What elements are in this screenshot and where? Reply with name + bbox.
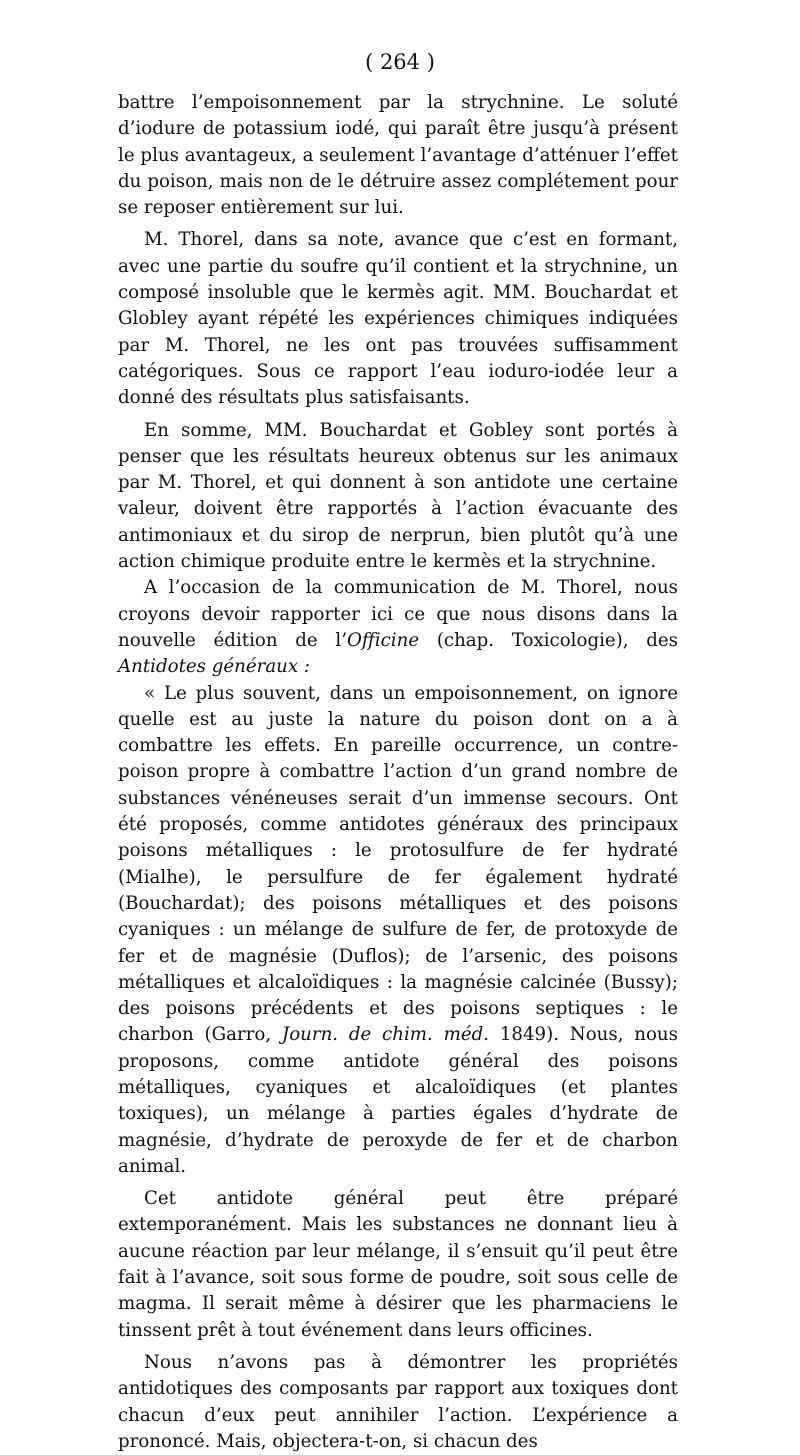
paragraph-4	[118, 575, 678, 680]
paragraph-3: En somme, MM. Bouchardat et Gobley sont portés à penser que les résultats heureux obtenus sur les animaux par M. Thorel, et qui donnent à son antidote une certaine valeur, doivent être rapportés à l’action évacuante des antimoniaux et du sirop de nerprun, bien plutôt qu’à une action chimique produite entre le kermès et la strychnine.	[118, 419, 678, 573]
paragraph-2: M. Thorel, dans sa note, avance que c’est en formant, avec une partie du soufre qu’il contient et la strychnine, un composé insoluble que le kermès agit. MM. Bouchardat et Globley ayant répété les expériences chimiques indiquées par M. Thorel, ne les ont pas trouvées suffisamment catégoriques. Sous ce rapport l’eau ioduro-iodée leur a donné des résultats plus satisfaisants.	[118, 229, 678, 409]
paragraph-7: Nous n’avons pas à démontrer les propriétés antidotiques des composants par rapport aux toxiques dont chacun d’eux peut annihiler l’action. L’expérience a prononcé. Mais, objectera-t-on, si chacun des	[118, 1351, 678, 1452]
paragraph-6: Cet antidote général peut être préparé extemporanément. Mais les substances ne donnant lieu à aucune réaction par leur mélange, il s’ensuit qu’il peut être fait à l’avance, soit sous forme de poudre, soit sous celle de magma. Il serait même à désirer que les pharmaciens le tinssent prêt à tout événement dans leurs officines.	[118, 1188, 678, 1341]
paragraph-5-text-a: « Le plus souvent, dans un empoisonnement, on ignore quelle est au juste la nature du poison dont on a à combattre les effets. En pareille occurrence, un contre-poison propre à combattre l’action d’un grand nombre de substances vénéneuses serait d’un immense secours. Ont été proposés, comme antidotes généraux des principaux poisons métalliques : le protosulfure de fer hydraté (Mialhe), le persulfure de fer également hydraté (Bouchardat); des poisons métalliques et des poisons cyaniques : un mélange de sulfure de fer, de protoxyde de fer et de magnésie (Duflos); de l’arsenic, des poisons métalliques et alcaloïdiques : la magnésie calcinée (Bussy); des poisons précédents et des poisons septiques : le charbon (Garro,	[118, 682, 678, 1046]
body-text	[118, 90, 678, 1455]
antidotes-heading: Antidotes généraux :	[118, 656, 311, 678]
paragraph-4-text-b: (chap. Toxicologie), des	[419, 629, 679, 651]
paragraph-5-text-b: 1849). Nous, nous proposons, comme antidote général des poisons métalliques, cyaniques et alcaloïdiques (et plantes toxiques), un mélange à parties égales d’hydrate de magnésie, d’hydrate de peroxyde de fer et de charbon animal.	[118, 1024, 678, 1177]
paragraph-5	[118, 681, 678, 1181]
journal-title: Journ. de chim. méd.	[281, 1024, 490, 1046]
page-number: ( 264 )	[365, 50, 435, 74]
paragraph-4-text-a: A l’occasion de la communication de M. Thorel, nous croyons devoir rapporter ici ce que nous disons dans la nouvelle édition de l’	[118, 577, 678, 651]
paragraph-1: battre l’empoisonnement par la strychnine. Le soluté d’iodure de potassium iodé, qui paraît être jusqu’à présent le plus avantageux, a seulement l’avantage d’atténuer l’effet du poison, mais non de le détruire assez complétement pour se reposer entièrement sur lui.	[118, 92, 678, 219]
officine-title: Officine	[347, 629, 420, 651]
